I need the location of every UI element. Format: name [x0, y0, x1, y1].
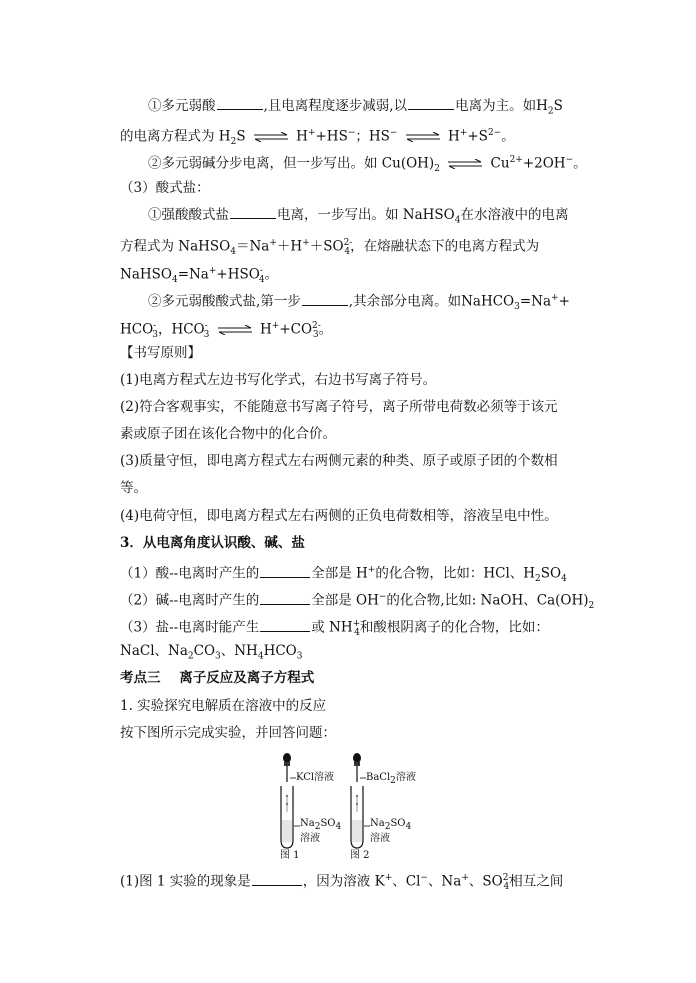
text: 按下图所示完成实验，并回答问题： [120, 725, 336, 741]
text: HCO [263, 643, 297, 659]
text: H [260, 321, 272, 338]
superscript: − [565, 155, 574, 165]
text: (2)符合客观事实，不能随意书写离子符号，离子所带电荷数必须等于该元 [120, 399, 558, 415]
experiment-figure [262, 752, 416, 862]
text: 相互之间 [509, 873, 564, 890]
text-line [148, 205, 568, 231]
text: H [296, 128, 308, 145]
text-line [120, 614, 549, 643]
text: 、SO [468, 873, 503, 890]
superscript: − [347, 128, 356, 138]
figure1-caption: 图 1 [280, 850, 300, 861]
text: +HS [315, 128, 348, 145]
text-line [120, 506, 558, 526]
text: ，因为溶液 K [302, 873, 385, 890]
superscript: + [307, 128, 316, 138]
text: 电离为主。如H [455, 98, 548, 114]
text: 或 NH [311, 619, 353, 636]
test-tube-diagram [262, 752, 412, 862]
text: ,其余部分电离。如NaHCO [348, 293, 515, 310]
superscript: 2- [312, 321, 321, 331]
superscript: + [384, 873, 393, 883]
figure1-solution-label: $Na_2SO_4$ 溶液 [300, 818, 342, 844]
subscript: 2 [588, 601, 595, 612]
text: SO [540, 565, 562, 582]
fill-blank[interactable] [260, 591, 310, 605]
text-line [120, 261, 278, 290]
superscript: − [420, 873, 428, 883]
text: （2）碱--电离时产生的 [120, 592, 260, 609]
dropper-icon [353, 753, 361, 782]
reversible-arrow-icon [405, 132, 441, 142]
subscript: 4 [257, 651, 264, 662]
superscript: + [208, 266, 217, 276]
superscript: + [269, 238, 277, 248]
text: (1)图 1 实验的现象是 [120, 873, 251, 890]
fill-blank[interactable] [408, 96, 454, 110]
figure2-reagent-label: BaCl$_2$溶液 [366, 772, 416, 786]
subscript: 2 [230, 137, 237, 148]
text: +2OH [522, 155, 566, 172]
subscript: 2 [434, 164, 440, 175]
text: ；HS [355, 128, 390, 145]
text-line [120, 868, 563, 897]
text: S [236, 128, 246, 145]
subscript: 4 [503, 882, 510, 893]
subscript: 3 [215, 651, 221, 662]
text: 、Na [427, 873, 462, 890]
subscript: 4 [230, 247, 236, 258]
text-line [120, 641, 302, 667]
text: 。 [318, 321, 333, 338]
reversible-arrow-icon [217, 325, 253, 335]
text-line [120, 560, 567, 589]
text: （3）盐--电离时能产生 [120, 619, 260, 636]
fill-blank[interactable] [302, 292, 348, 306]
text-line [148, 288, 570, 317]
text: (1)电离方程式左边书写化学式，右边书写离子符号。 [120, 372, 437, 388]
text: CO [193, 643, 216, 659]
superscript: + [461, 873, 469, 883]
subscript: 3 [203, 330, 210, 341]
subscript: 4 [258, 275, 265, 286]
superscript: - [153, 321, 157, 331]
reversible-arrow-icon [447, 159, 483, 169]
subscript: 4 [344, 247, 351, 258]
text: （3）酸式盐： [120, 180, 210, 196]
text: =Na [177, 266, 209, 283]
section-heading [120, 343, 201, 363]
text: +CO [279, 321, 313, 338]
text: NaHSO [120, 266, 172, 283]
fill-blank[interactable] [252, 872, 302, 886]
superscript: - [259, 266, 263, 276]
text: HCO [120, 321, 154, 338]
text: 和酸根阴离子的化合物，比如： [359, 619, 549, 636]
superscript: - [204, 321, 208, 331]
section-heading [120, 178, 210, 198]
subscript: 2 [535, 574, 541, 585]
text: 全部是 OH [311, 592, 379, 609]
text: ①强酸酸式盐 [148, 207, 229, 223]
text-line [120, 723, 336, 743]
subscript: 4 [561, 574, 567, 585]
superscript: 2- [502, 873, 512, 883]
text-line [120, 587, 594, 616]
text: ，在熔融状态下的电离方程式为 [350, 238, 540, 255]
text: ＋SO [309, 238, 344, 255]
text-line [148, 96, 563, 122]
text: ②多元弱酸酸式盐,第一步 [148, 293, 301, 310]
section-heading [120, 533, 305, 553]
text: 的化合物,比如: NaOH、Ca(OH) [386, 592, 589, 609]
text: 的化合物，比如：HCl、H [375, 565, 536, 582]
text-line [120, 478, 147, 498]
text-line [120, 397, 558, 417]
reversible-arrow-icon [253, 132, 289, 142]
subscript: 3 [296, 651, 303, 662]
text: ①多元弱酸 [148, 98, 216, 114]
subscript: 3 [312, 330, 319, 341]
subscript: 2 [187, 651, 194, 662]
text: 素或原子团在该化合物中的化合价。 [120, 426, 336, 442]
superscript: + [302, 238, 310, 248]
text-line [148, 150, 587, 179]
text: S [553, 98, 563, 114]
text-line [120, 123, 515, 152]
subscript: 4 [354, 628, 360, 639]
text: 、Cl [392, 873, 421, 890]
text: 。 [264, 266, 279, 283]
text: (4)电荷守恒，即电离方程式左右两侧的正负电荷数相等，溶液呈电中性。 [120, 508, 558, 524]
text: 的电离方程式为 H [120, 128, 231, 145]
superscript: 2− [487, 128, 502, 138]
text: 全部是 H [311, 565, 368, 582]
text: 考点三 离子反应及离子方程式 [120, 670, 315, 686]
text: 、NH [220, 643, 258, 659]
text: 1. 实验探究电解质在溶液中的反应 [120, 698, 327, 714]
text: (3)质量守恒，即电离方程式左右两侧元素的种类、原子或原子团的个数相 [120, 453, 558, 469]
text-line [120, 316, 332, 345]
fill-blank[interactable] [217, 96, 263, 110]
text: NaCl、Na [120, 643, 188, 659]
text: ,且电离程度逐步减弱,以 [263, 98, 408, 114]
superscript: − [378, 592, 387, 602]
text-line [120, 233, 539, 262]
text-line [120, 370, 436, 390]
text: 。 [501, 128, 515, 145]
subscript: 4 [171, 275, 178, 286]
superscript: + [551, 293, 559, 303]
section-heading [120, 668, 314, 688]
dropper-icon [283, 753, 291, 782]
subscript: 4 [454, 215, 461, 226]
fill-blank[interactable] [230, 205, 276, 219]
figure2-caption: 图 2 [350, 850, 370, 861]
superscript: 2+ [509, 155, 523, 165]
subscript: 2 [547, 106, 554, 117]
superscript: − [389, 128, 398, 138]
text: 。 [573, 155, 587, 172]
text: +HSO [216, 266, 260, 283]
text: ，HCO [157, 321, 205, 338]
text: 方程式为 NaHSO [120, 238, 231, 255]
text: + [558, 293, 570, 310]
text: 3．从电离角度认识酸、碱、盐 [120, 535, 305, 551]
text: Cu [490, 155, 510, 172]
fill-blank[interactable] [260, 618, 310, 632]
text: （1）酸--电离时产生的 [120, 565, 260, 582]
superscript: + [271, 321, 280, 331]
text-line [120, 451, 558, 471]
fill-blank[interactable] [260, 564, 310, 578]
text: ②多元弱碱分步电离，但一步写出。如 Cu(OH) [148, 155, 435, 172]
text: ＝Na [235, 238, 270, 255]
text: 电离，一步写出。如 NaHSO [277, 207, 455, 223]
superscript: + [352, 619, 361, 629]
text: =Na [519, 293, 552, 310]
text: 在水溶液中的电离 [460, 207, 569, 223]
subscript: 3 [152, 330, 158, 341]
text: +S [467, 128, 488, 145]
superscript: 2- [343, 238, 353, 248]
superscript: + [459, 128, 468, 138]
text: H [448, 128, 460, 145]
figure2-solution-label: $Na_2SO_4$ 溶液 [370, 818, 412, 844]
test-tube-icon [281, 786, 293, 848]
text-line [120, 424, 336, 444]
text-line [120, 696, 326, 716]
test-tube-icon [351, 786, 363, 848]
figure1-reagent-label: KCl溶液 [296, 772, 335, 783]
superscript: + [367, 565, 376, 575]
text: 等。 [120, 480, 147, 496]
text: ＋H [276, 238, 303, 255]
subscript: 3 [514, 302, 520, 313]
text: 【书写原则】 [120, 345, 201, 361]
